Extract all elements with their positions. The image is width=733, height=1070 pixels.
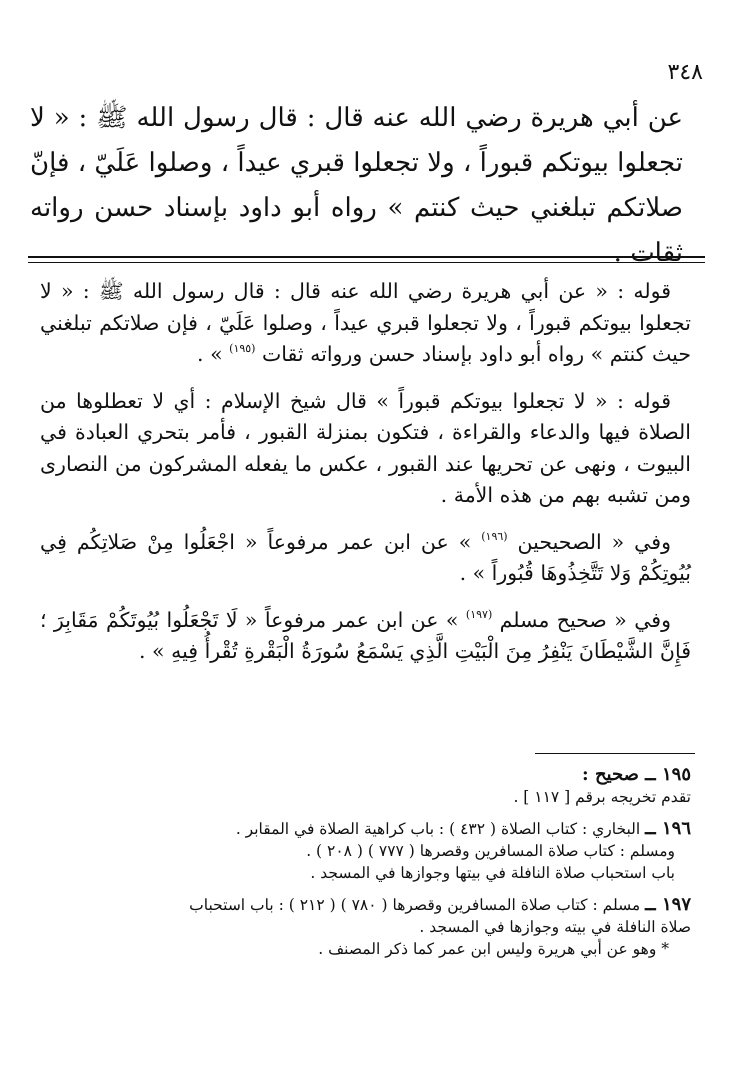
footnote-ref-197: (١٩٧) [465, 607, 493, 621]
commentary-p4-a: وفي « صحيح مسلم [499, 607, 671, 632]
commentary-p4-b: » عن ابن عمر مرفوعاً « لَا تَجْعَلُوا بُيُوتَكُمْ مَقَابِرَ ؛ فَإِنَّ الشَّيْطَانَ يَنْفِرُ مِنَ الْبَيْتِ الَّذِي يَسْمَعُ سُورَةُ الْبَقْرةِ تُقْرأُ فِيهِ » . [40, 607, 691, 663]
commentary-p3-b: » عن ابن عمر مرفوعاً « اجْعَلُوا مِنْ صَلاتِكُم فِي بُيُوتِكُمْ وَلا تَتَّخِذُوهَا قُبُوراً » . [40, 529, 691, 585]
separator-rule-top [28, 256, 705, 258]
footnote-separator [535, 753, 695, 754]
footnote-195-head: ١٩٥ ــ صحيح : [582, 764, 691, 785]
footnote-196-line-2: ومسلم : كتاب صلاة المسافرين وقصرها ( ٧٧٧ ) ( ٢٠٨ ) . [306, 842, 675, 860]
commentary-paragraph-1 [40, 276, 691, 371]
commentary-paragraph-3 [40, 527, 691, 590]
footnote-196 [46, 818, 691, 884]
page-number: ٣٤٨ [667, 60, 703, 85]
separator-rule-bottom [28, 262, 705, 263]
commentary-paragraph-4 [40, 605, 691, 668]
footnote-197-line-2: صلاة النافلة في بيته وجوازها في المسجد . [419, 918, 691, 936]
commentary-p1-main: قوله : « عن أبي هريرة رضي الله عنه قال : قال رسول الله ﷺ : « لا تجعلوا بيوتكم قبوراً ، ولا تجعلوا قبري عيداً ، وصلوا عَلَيّ ، فإن صلاتكم تبلغني حيث كنتم » رواه أبو داود بإسناد حسن ورواته ثقات [40, 279, 691, 366]
footnote-195-line-1: تقدم تخريجه برقم [ ١١٧ ] . [513, 788, 691, 806]
hadith-text: عن أبي هريرة رضي الله عنه قال : قال رسول الله ﷺ : « لا تجعلوا بيوتكم قبوراً ، ولا تجعلوا قبري عيداً ، وصلوا عَلَيّ ، فإنّ صلاتكم تبلغني حيث كنتم » رواه أبو داود بإسناد حسن رواته ثقات . [30, 103, 683, 268]
footnote-197-line-1: مسلم : كتاب صلاة المسافرين وقصرها ( ٧٨٠ ) ( ٢١٢ ) : باب استحباب [189, 896, 641, 914]
footnote-ref-196: (١٩٦) [481, 529, 508, 543]
footnotes [46, 764, 691, 970]
footnote-195 [46, 764, 691, 808]
commentary-p1-end: » . [197, 342, 223, 366]
footnote-197 [46, 894, 691, 960]
commentary [40, 276, 691, 683]
footnote-197-line-3: * وهو عن أبي هريرة وليس ابن عمر كما ذكر المصنف . [318, 940, 669, 958]
footnote-ref-195: (١٩٥) [229, 342, 256, 355]
commentary-p3-a: وفي « الصحيحين [517, 529, 671, 554]
footnote-196-line-1: البخاري : كتاب الصلاة ( ٤٣٢ ) : باب كراهية الصلاة في المقابر . [235, 820, 641, 838]
footnote-196-head: ١٩٦ ــ [645, 818, 691, 839]
footnote-197-head: ١٩٧ ــ [645, 894, 691, 915]
commentary-paragraph-2: قوله : « لا تجعلوا بيوتكم قبوراً » قال شيخ الإسلام : أي لا تعطلوها من الصلاة فيها والدعاء والقراءة ، فتكون بمنزلة القبور ، فأمر بتحري العبادة في البيوت ، ونهى عن تحريها عند القبور ، عكس ما يفعله المشركون من النصارى ومن تشبه بهم من هذه الأمة . [40, 388, 691, 507]
footnote-196-line-3: باب استحباب صلاة النافلة في بيتها وجوازها في المسجد . [310, 864, 675, 882]
